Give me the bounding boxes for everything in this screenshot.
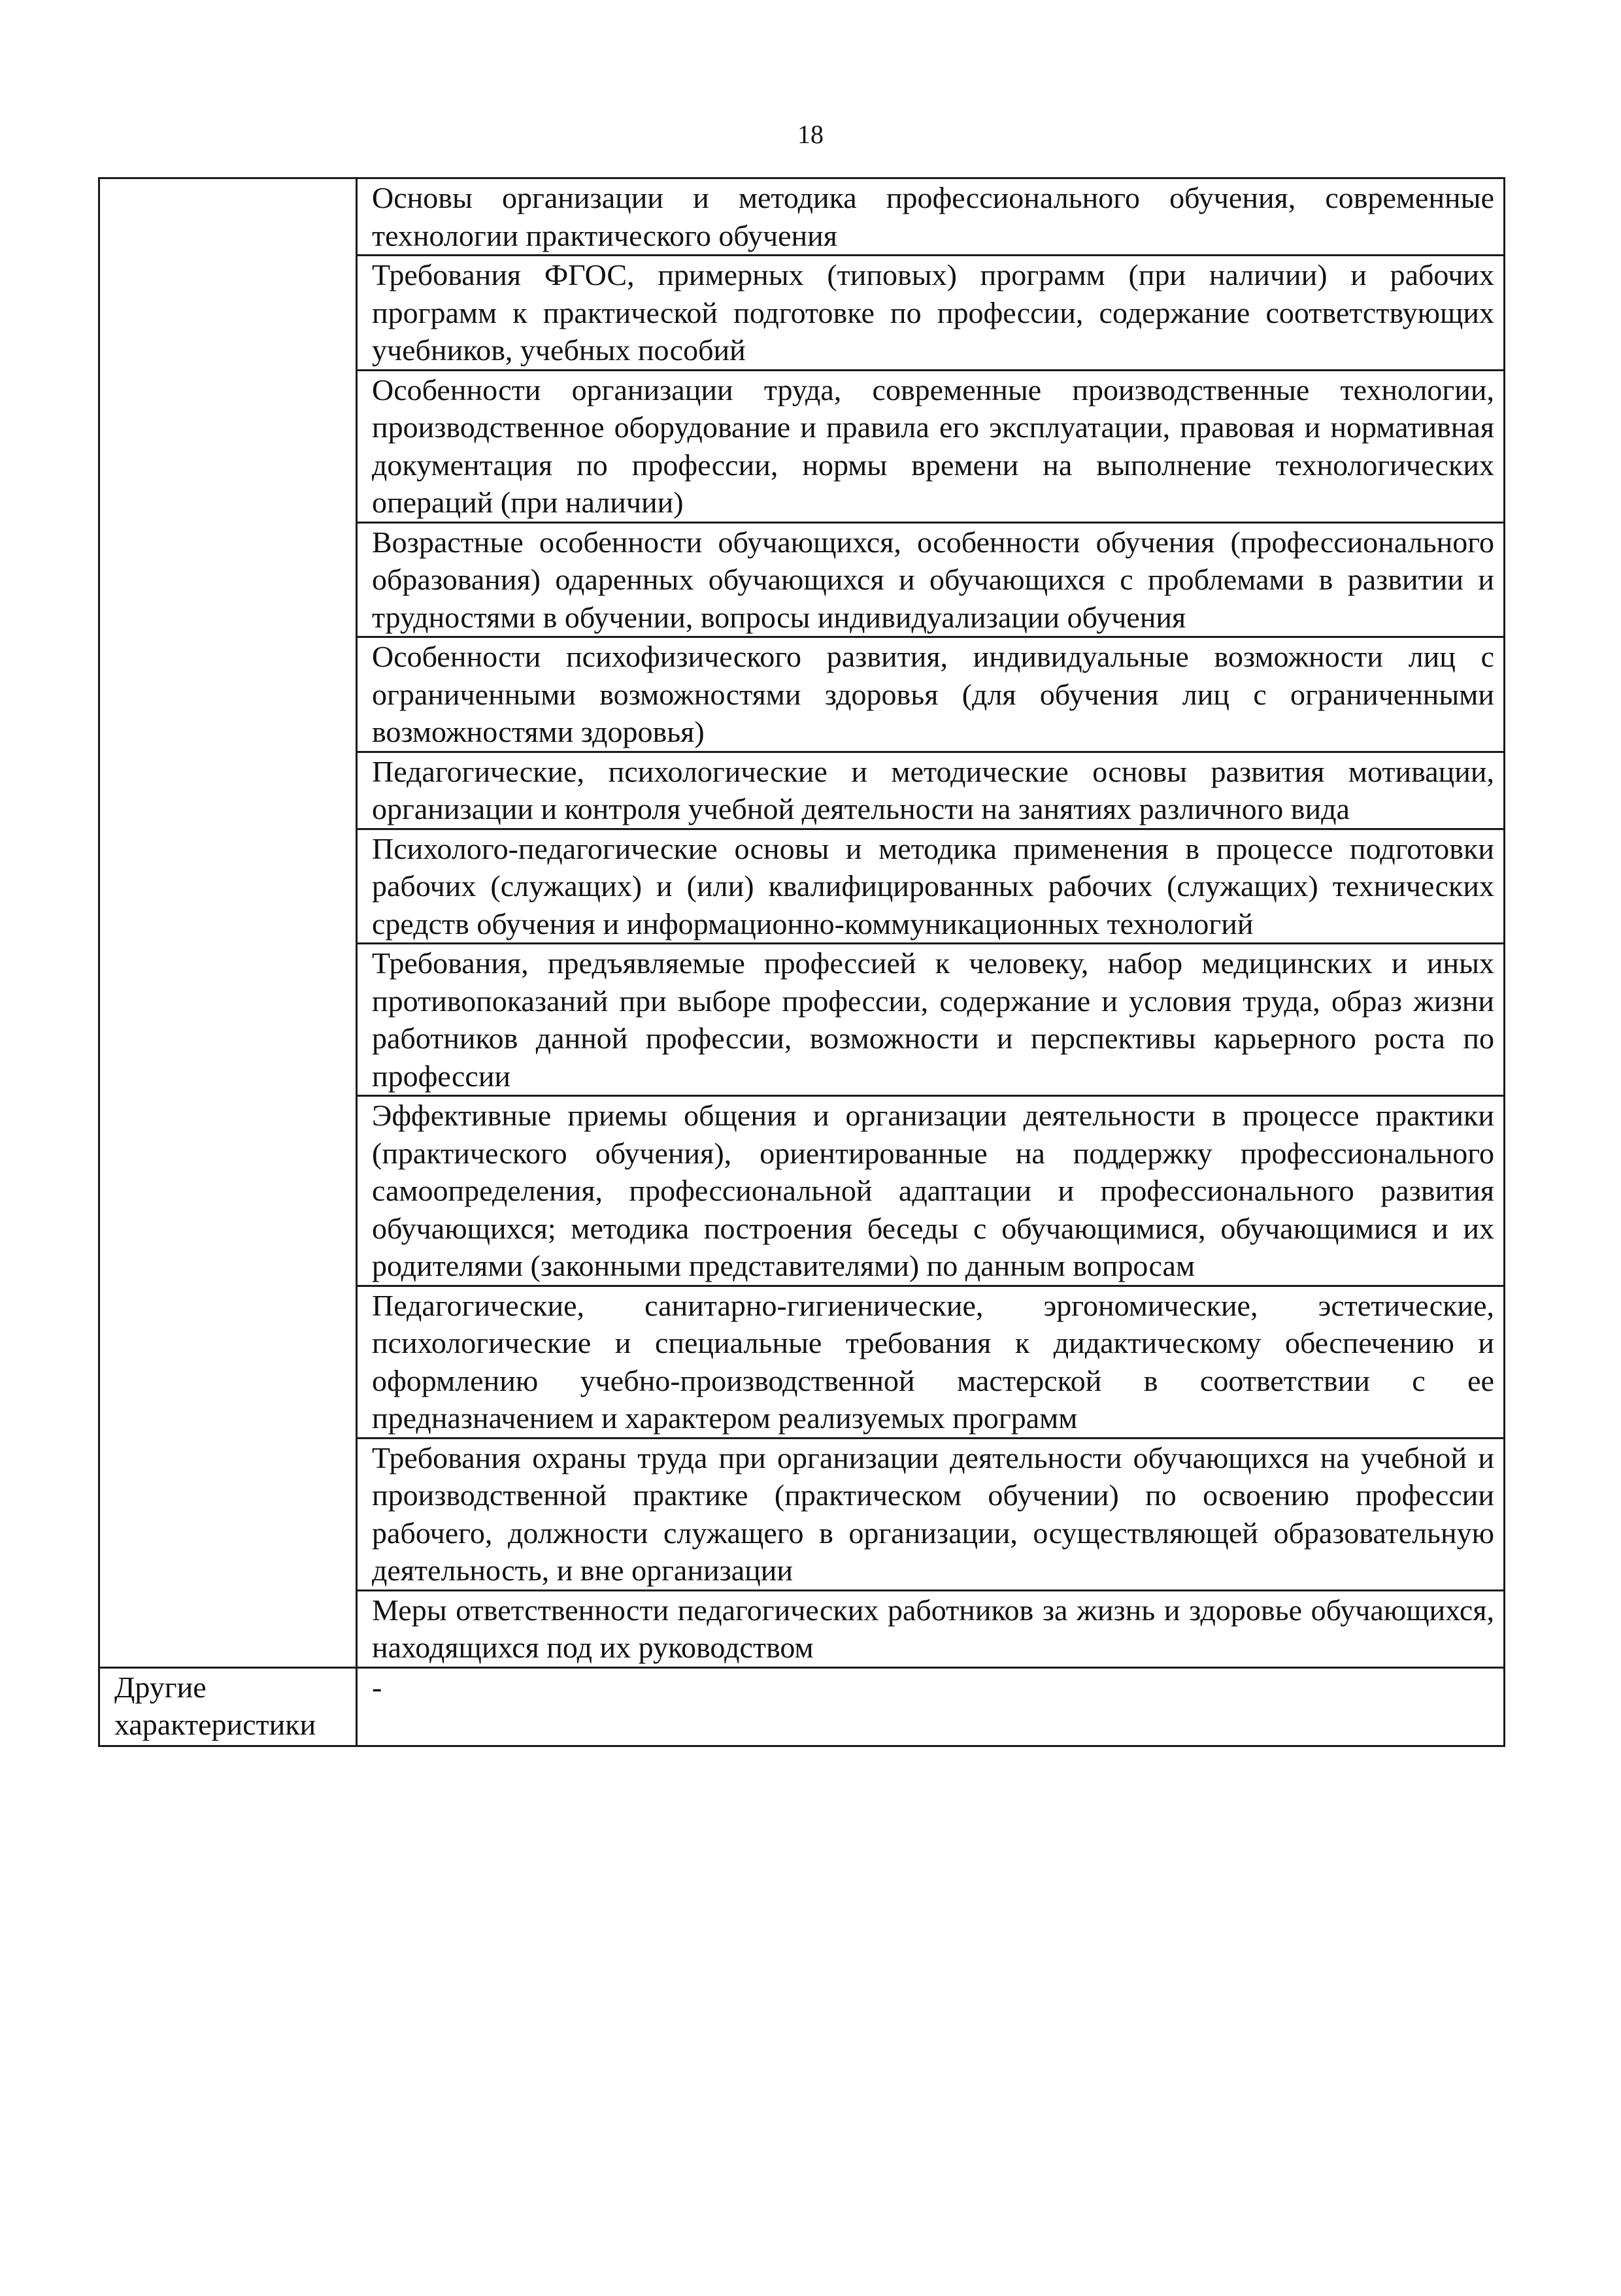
knowledge-item: Педагогические, санитарно-гигиенические, эргономические, эстетические, психологические и специальные требования к дидактическому обеспечению и оформлению учебно-производственной мастерской в соответствии с ее предназначением и характером реализуемых программ (357, 1286, 1505, 1438)
knowledge-item: Особенности психофизического развития, индивидуальные возможности лиц с ограниченными возможностями здоровья (для обучения лиц с ограниченными возможностями здоровья) (357, 637, 1505, 752)
other-characteristics-label: Другие характеристики (99, 1667, 357, 1746)
page-number: 18 (797, 120, 824, 149)
other-characteristics-value: - (357, 1667, 1505, 1746)
knowledge-item: Требования ФГОС, примерных (типовых) программ (при наличии) и рабочих программ к практической подготовке по профессии, содержание соответствующих учебников, учебных пособий (357, 256, 1505, 371)
table-row (99, 178, 1505, 256)
knowledge-item: Особенности организации труда, современные производственные технологии, производственное оборудование и правила его эксплуатации, правовая и нормативная документация по профессии, нормы времени на выполнение технологических операций (при наличии) (357, 370, 1505, 522)
table-row-other (99, 1667, 1505, 1746)
knowledge-item: Меры ответственности педагогических работников за жизнь и здоровье обучающихся, находящихся под их руководством (357, 1590, 1505, 1667)
knowledge-item: Требования охраны труда при организации деятельности обучающихся на учебной и производственной практике (практическом обучении) по освоению профессии рабочего, должности служащего в организации, осуществляющей образовательную деятельность, и вне организации (357, 1438, 1505, 1590)
requirements-table (98, 177, 1505, 1747)
knowledge-item: Основы организации и методика профессионального обучения, современные технологии практического обучения (357, 178, 1505, 256)
knowledge-item: Возрастные особенности обучающихся, особенности обучения (профессионального образования) одаренных обучающихся и обучающихся с проблемами в развитии и трудностями в обучении, вопросы индивидуализации обучения (357, 522, 1505, 637)
label-cell-empty (99, 178, 357, 1668)
knowledge-item: Педагогические, психологические и методические основы развития мотивации, организации и контроля учебной деятельности на занятиях различного вида (357, 752, 1505, 829)
knowledge-item: Эффективные приемы общения и организации деятельности в процессе практики (практического обучения), ориентированные на поддержку профессионального самоопределения, профессиональной адаптации и профессионального развития обучающихся; методика построения беседы с обучающимися, обучающимися и их родителями (законными представителями) по данным вопросам (357, 1096, 1505, 1286)
knowledge-item: Психолого-педагогические основы и методика применения в процессе подготовки рабочих (служащих) и (или) квалифицированных рабочих (служащих) технических средств обучения и информационно-коммуникационных технологий (357, 829, 1505, 944)
knowledge-item: Требования, предъявляемые профессией к человеку, набор медицинских и иных противопоказаний при выборе профессии, содержание и условия труда, образ жизни работников данной профессии, возможности и перспективы карьерного роста по профессии (357, 944, 1505, 1096)
